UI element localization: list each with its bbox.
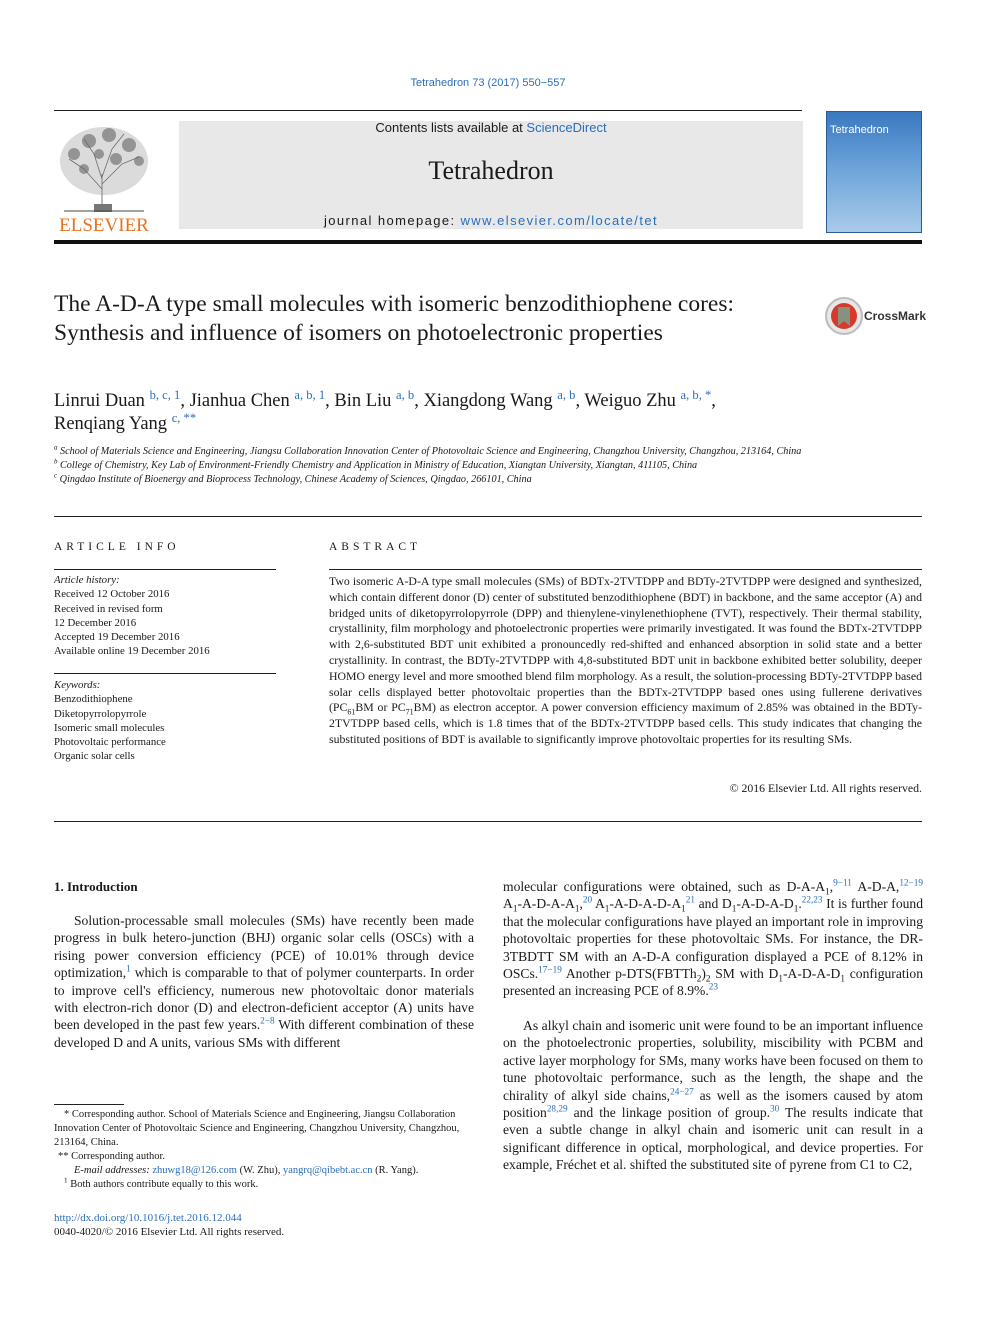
text-run: -A-D-A-A	[517, 896, 575, 912]
journal-name: Tetrahedron	[428, 156, 554, 185]
abstract-rule	[329, 569, 922, 570]
text-run: As alkyl chain and isomeric unit were found to be an important influence on the photoelectronic properties, solubility, miscibility with PCBM and active layer morphology for SMs, many works have been focused on them to tune photovoltaic performance, such as the length, the shape and the chirality of alkyl side chains,	[503, 1018, 923, 1103]
elsevier-tree-logo	[54, 119, 154, 235]
text-run: molecular configurations were obtained, such as D-A-A	[503, 879, 826, 894]
author-name[interactable]: Xiangdong Wang	[423, 391, 553, 411]
keyword: Photovoltaic performance	[54, 736, 166, 749]
author-name[interactable]: Renqiang Yang	[54, 414, 168, 434]
author-marks[interactable]: a, b, 1	[294, 387, 326, 402]
keyword: Benzodithiophene	[54, 693, 133, 706]
contents-prefix: Contents lists available at	[375, 120, 527, 135]
reference-link[interactable]: 23	[708, 981, 718, 992]
email-owner: (W. Zhu),	[236, 1165, 283, 1176]
doi-link[interactable]: http://dx.doi.org/10.1016/j.tet.2016.12.044	[54, 1212, 242, 1224]
intro-paragraph-1-continued: molecular configurations were obtained, such as $D-A-A_1,^{9-11}$ A-D-A,$^{12-19}$ $A_1-A-D-A-A_1,^{20}$ $A_1-A-D-A-D-A_1^{21}$ and $D_1-A-D-A-D_1.^{22,23}$ It is further found that the molecular configurations have played an important role in improving photovoltaic properties for these photovoltaic SMs. For instance, the DR-3TBDTT SM with an A-D-A configuration displayed a PCE of 8.12% in OSCs.$^{17-19}$ Another $p-DTS(FBTTh_2)_2$ SM with $D_1-A-D-A-D_1$ configuration presented an increasing PCE of 8.9%.$^{23}$	[503, 877, 924, 999]
subscript: 2	[696, 973, 702, 984]
article-history	[54, 573, 276, 659]
footnote-equal-contribution	[54, 1178, 474, 1192]
footnote-corresponding-2	[54, 1150, 474, 1164]
footnote-rule	[54, 1104, 124, 1105]
footnotes	[54, 1108, 474, 1192]
author-name[interactable]: Linrui Duan	[54, 391, 145, 411]
reference-link[interactable]: 30	[770, 1103, 780, 1114]
email-label: E-mail addresses:	[74, 1165, 150, 1176]
subscript: 1	[825, 886, 830, 897]
author-marks[interactable]: a, b, *	[680, 387, 712, 402]
text-run: With different combination of these developed D and A units, various SMs with different	[54, 1017, 474, 1050]
section-rule	[54, 821, 922, 822]
footnote-text: Corresponding author.	[71, 1151, 166, 1162]
reference-link[interactable]: 21	[685, 894, 696, 905]
cover-title: Tetrahedron	[830, 124, 889, 136]
subscript: 61	[347, 707, 356, 717]
affiliation-mark: a	[54, 444, 58, 452]
text-run: -A-D-A-D	[783, 966, 841, 982]
text-run: -A-D-A-D	[736, 896, 794, 912]
subscript: 1	[512, 904, 518, 915]
footnote-mark: 1	[64, 1176, 68, 1185]
subscript: 1	[840, 973, 846, 984]
author-marks[interactable]: a, b	[557, 387, 576, 402]
affiliation-a	[54, 445, 924, 459]
footnote-mark: *	[64, 1109, 70, 1120]
issn-copyright: 0040-4020/© 2016 Elsevier Ltd. All rights reserved.	[54, 1226, 285, 1238]
author-marks[interactable]: c, **	[171, 410, 197, 425]
crossmark-label[interactable]: CrossMark	[864, 309, 927, 323]
article-info-rule	[54, 569, 276, 570]
affiliation-text: Qingdao Institute of Bioenergy and Bioprocess Technology, Chinese Academy of Sciences, Qingdao, 266101, China	[59, 474, 532, 485]
intro-paragraph-1	[54, 912, 474, 1051]
email-link[interactable]: zhuwg18@126.com	[152, 1165, 237, 1176]
abstract-part: BM) as electron acceptor. A power conversion efficiency maximum of 2.85% was obtained in the BDTy-2TVTDPP based cells, which is 1.8 times that of the BDTx-2TVTDPP based cells. This study indicates that changing the substituted positions of BDT is available to significantly improve photovoltaic properties for its resulting SMs.	[329, 700, 922, 746]
text-run: Solution-processable small molecules (SMs) have recently been made progress in bulk hetero-junction (BHJ) organic solar cells (OSCs) with a rising power conversion efficiency (PCE) of 10.01% through device optimization,	[54, 913, 474, 981]
text-run: It is further found that the molecular configurations have played an important role in improving photovoltaic properties for these photovoltaic SMs. For instance, the DR-3TBDTT SM with an A-D-A configuration displayed a PCE of 8.12% in OSCs.	[503, 896, 924, 982]
author-marks[interactable]: a, b	[396, 387, 415, 402]
reference-link[interactable]: 28,29	[546, 1103, 568, 1114]
email-owner: (R. Yang).	[372, 1165, 419, 1176]
footnote-corresponding-1	[54, 1108, 474, 1150]
subscript: 1	[604, 904, 610, 915]
keyword: Organic solar cells	[54, 750, 135, 763]
history-item: Available online 19 December 2016	[54, 645, 210, 658]
text-run: and D	[695, 896, 732, 912]
author-name[interactable]: Jianhua Chen	[189, 391, 290, 411]
article-info-heading: ARTICLE INFO	[54, 541, 180, 553]
footnote-text: Corresponding author. School of Materials Science and Engineering, Jiangsu Collaboration Innovation Center of Photovoltaic Science and Engineering, Changzhou University, Changzhou, 213164, China.	[54, 1109, 460, 1148]
subscript: 1	[793, 904, 799, 915]
abstract-text	[329, 574, 922, 748]
subscript: 1	[778, 973, 783, 984]
sciencedirect-link[interactable]: ScienceDirect	[526, 120, 607, 135]
text-run: A-D-A,	[851, 879, 900, 894]
subscript: 1	[731, 904, 737, 915]
text-run: A	[503, 896, 513, 912]
text-run: SM with D	[710, 966, 779, 982]
contents-line	[179, 120, 803, 135]
masthead-thick-rule	[54, 240, 922, 244]
author-list: Linrui Duan $^{b, c, 1}$, Jianhua Chen $^{a, b, 1}$, Bin Liu $^{a, b}$, Xiangdong Wang $^{a, b}$, Weiguo Zhu $^{a, b, *}$, Renqiang Yang $^{c, **}$	[54, 387, 716, 434]
affiliations	[54, 445, 924, 487]
text-run: which is comparable to that of polymer counterparts. In order to improve cell's efficiency, numerous new photovoltaic donor materials with electron-rich donor (D) and electron-deficient acceptor (A) units have been developed in the past few years.	[54, 965, 474, 1033]
journal-citation[interactable]: Tetrahedron 73 (2017) 550−557	[410, 77, 566, 89]
reference-link[interactable]: 9−11	[833, 877, 852, 888]
affiliation-text: School of Materials Science and Engineering, Jiangsu Collaboration Innovation Center of Photovoltaic Science and Engineering, Changzhou University, Changzhou, 213164, China	[60, 446, 802, 457]
header-rule	[54, 110, 802, 111]
history-item: Accepted 19 December 2016	[54, 631, 180, 644]
article-title: The A-D-A type small molecules with isomeric benzodithiophene cores: Synthesis and influence of isomers on photoelectronic properties	[54, 291, 735, 346]
author-marks[interactable]: b, c, 1	[149, 387, 181, 402]
text-run: -A-D-A-D-A	[609, 896, 682, 912]
subscript: 1	[681, 904, 686, 915]
reference-link[interactable]: 1	[126, 963, 131, 974]
keywords-rule	[54, 673, 276, 674]
affiliation-b	[54, 459, 924, 473]
text-run: and the linkage position of group.	[567, 1105, 771, 1121]
affiliation-mark: c	[54, 472, 58, 480]
keyword: Isomeric small molecules	[54, 721, 165, 734]
history-item: Received 12 October 2016	[54, 588, 170, 601]
keyword: Diketopyrrolopyrrole	[54, 707, 147, 720]
subscript: 71	[405, 707, 414, 717]
author-name[interactable]: Weiguo Zhu	[584, 391, 676, 411]
history-item: Received in revised form	[54, 602, 163, 615]
text-run: as well as the isomers caused by atom position	[503, 1087, 923, 1121]
reference-link[interactable]: 17−19	[538, 964, 562, 975]
abstract-part: Two isomeric A-D-A type small molecules (SMs) of BDTx-2TVTDPP and BDTy-2TVTDPP were designed and synthesized, which contain different donor (D) center of substituted benzodithiophene (BDT) in backbone, and the same acceptor (A) and bridged units of diketopyrrolopyrrole (DPP) and thienylene-vinylenethiophene (TVT), respectively. Their thermal stability, crystallinity, film morphology and photoelectronic properties were primarily investigated. It was found the BDTx-2TVTDPP with 2,6-substituted BDT unit exhibited a pronouncedly red-shifted and enhanced absorption in solid state and a better crystallinity. In contrast, the BDTy-2TVTDPP with 4,8-substituted BDT unit in backbone exhibited better solubility, deeper HOMO energy level and more smoothed blend film morphology. As a result, the solution-processing BDTy-2TVTDPP based solar cells displayed better photovoltaic properties than the BDTx-2TVTDPP based ones using fullerene derivatives (PC	[329, 574, 922, 715]
reference-link[interactable]: 24−27	[670, 1086, 694, 1097]
elsevier-wordmark: ELSEVIER	[59, 215, 149, 235]
text-run: A	[592, 896, 605, 912]
abstract-copyright: © 2016 Elsevier Ltd. All rights reserved.	[729, 781, 922, 795]
affiliation-text: College of Chemistry, Key Lab of Environment-Friendly Chemistry and Application in Ministry of Education, Xiangtan University, Xiangtan, 411105, China	[60, 460, 698, 471]
author-name[interactable]: Bin Liu	[334, 391, 392, 411]
affiliation-c	[54, 473, 924, 487]
section-rule	[54, 516, 922, 517]
email-link[interactable]: yangrq@qibebt.ac.cn	[282, 1165, 373, 1176]
reference-link[interactable]: 20	[582, 894, 593, 905]
abstract-heading: ABSTRACT	[329, 541, 422, 553]
homepage-link[interactable]: www.elsevier.com/locate/tet	[460, 213, 658, 228]
reference-link[interactable]: 2−8	[260, 1015, 275, 1026]
homepage-prefix: journal homepage:	[324, 213, 461, 228]
subscript: 2	[705, 973, 711, 984]
keywords	[54, 678, 276, 764]
history-label: Article history:	[54, 574, 120, 586]
text-run: configuration presented an increasing PCE of 8.9%.	[503, 966, 924, 999]
introduction-heading: 1. Introduction	[54, 879, 138, 894]
text-run: )	[701, 966, 706, 982]
footnote-text: Both authors contribute equally to this work.	[70, 1179, 259, 1190]
reference-link[interactable]: 22,23	[801, 894, 823, 905]
abstract-part: BM or PC	[355, 700, 406, 715]
subscript: 1	[574, 904, 580, 915]
affiliation-mark: b	[54, 458, 58, 466]
footnote-mark: **	[58, 1151, 69, 1162]
footnote-emails	[54, 1164, 474, 1178]
intro-paragraph-2	[503, 1017, 923, 1174]
reference-link[interactable]: 12−19	[899, 877, 923, 888]
homepage-line	[179, 213, 803, 228]
text-run: The results indicate that even a subtle change in alkyl chain and isomeric unit can result in a significant difference in optical, morphological, and device properties. For example, Fréchet et al. shifted the substituted site of pyrene from C1 to C2,	[503, 1105, 923, 1173]
keywords-label: Keywords:	[54, 679, 101, 691]
history-item: 12 December 2016	[54, 616, 137, 629]
text-run: Another p-DTS(FBTTh	[561, 966, 697, 982]
